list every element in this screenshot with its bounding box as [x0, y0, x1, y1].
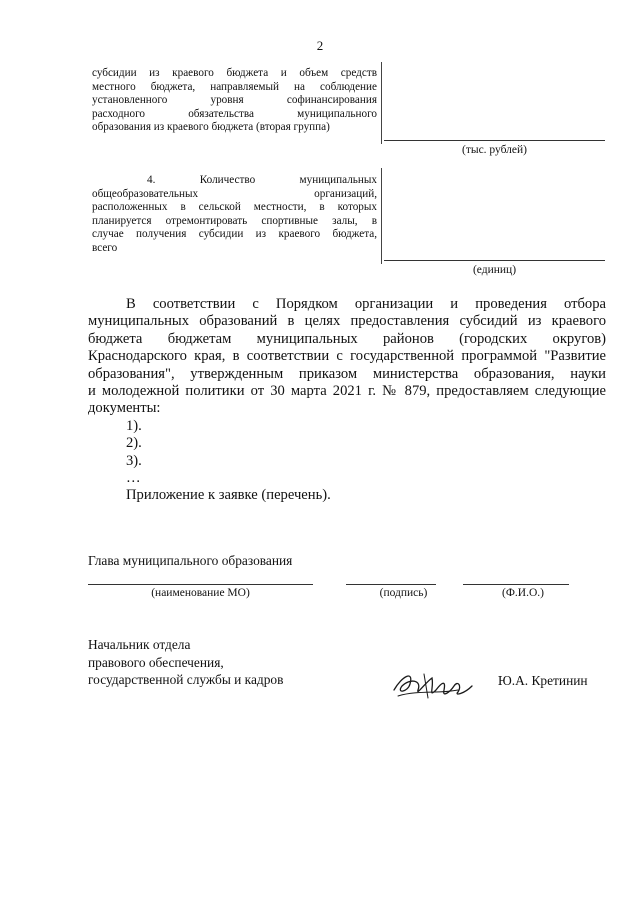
list-item: 2). [126, 435, 142, 452]
signatory-name: Ю.А. Кретинин [498, 673, 588, 688]
item3-line: местного бюджета, направляемый на соблюдение [92, 80, 377, 93]
item4-value-line [384, 260, 605, 261]
mo-name-line [88, 584, 313, 585]
footer-line: правового обеспечения, [88, 654, 224, 670]
signature-title: Глава муниципального образования [88, 553, 293, 568]
item4-unit-caption: (единиц) [472, 264, 517, 276]
item4-line: всего [92, 241, 118, 254]
item4-text [92, 174, 377, 256]
item4-line: общеобразовательных организаций, [92, 187, 377, 200]
list-item: 1). [126, 417, 142, 434]
paragraph-line: образования", утвержденным приказом министерства образования, науки [88, 365, 606, 382]
main-paragraph [88, 296, 606, 505]
item3-line: субсидии из краевого бюджета и объем средств [92, 67, 377, 79]
signature-caption: (подпись) [379, 587, 428, 599]
column-divider [381, 62, 382, 144]
paragraph-line: бюджета бюджетам муниципальных районов (городских округов) [88, 330, 606, 347]
fio-line [463, 584, 569, 585]
footer-line: Начальник отдела [88, 637, 191, 652]
item3-line: образования из краевого бюджета (вторая группа) [92, 121, 330, 134]
item4-line: 4. Количество муниципальных [147, 174, 377, 186]
item4-line: планируется отремонтировать спортивные залы, в [92, 214, 377, 227]
signature-line [346, 584, 436, 585]
item3-line: установленного уровня софинансирования [92, 94, 377, 107]
item4-line: расположенных в сельской местности, в которых [92, 201, 377, 214]
footer-position [88, 636, 283, 689]
paragraph-line: документы: [88, 400, 161, 417]
item3-text [92, 67, 377, 135]
list-item: 3). [126, 452, 142, 469]
paragraph-line: Краснодарского края, в соответствии с государственной программой "Развитие [88, 348, 606, 365]
page-number: 2 [316, 38, 324, 53]
paragraph-line: и молодежной политики от 30 марта 2021 г. № 879, предоставляем следующие [88, 383, 606, 400]
item3-line: расходного обязательства муниципального [92, 107, 377, 120]
appendix-line: Приложение к заявке (перечень). [126, 487, 331, 504]
paragraph-line: В соответствии с Порядком организации и проведения отбора [126, 296, 606, 312]
handwritten-signature [388, 664, 478, 704]
item4-line: случае получения субсидии из краевого бюджета, [92, 228, 377, 241]
item3-value-line [384, 140, 605, 141]
footer-line: государственной службы и кадров [88, 672, 284, 688]
list-item: … [126, 470, 141, 487]
mo-name-caption: (наименование МО) [151, 587, 250, 599]
paragraph-line: муниципальных образований в целях предоставления субсидий из краевого [88, 313, 606, 330]
item3-unit-caption: (тыс. рублей) [461, 144, 528, 156]
fio-caption: (Ф.И.О.) [502, 587, 544, 599]
column-divider [381, 168, 382, 264]
